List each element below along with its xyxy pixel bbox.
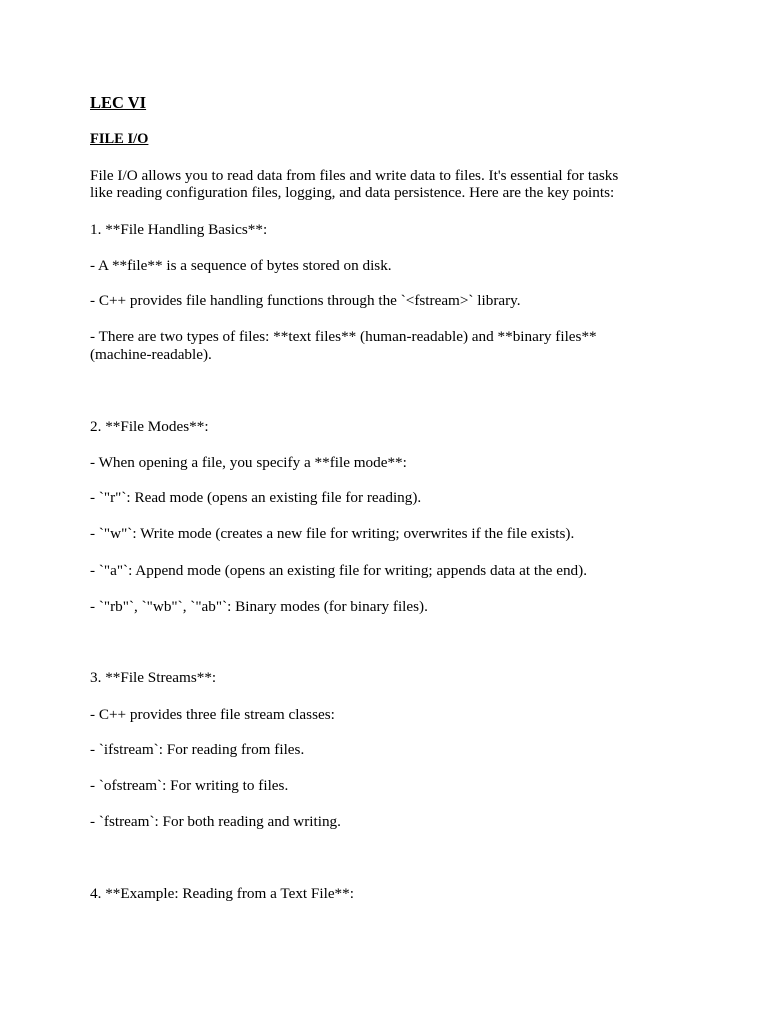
- section-2-bullet-4: - `"a"`: Append mode (opens an existing file for writing; appends data at the end).: [90, 562, 587, 579]
- intro-line-2: like reading configuration files, logging, and data persistence. Here are the key points:: [90, 184, 615, 201]
- section-2-bullet-2: - `"r"`: Read mode (opens an existing file for reading).: [90, 489, 422, 506]
- section-1-bullet-1: - A **file** is a sequence of bytes stored on disk.: [90, 257, 392, 274]
- section-3-bullet-1: - C++ provides three file stream classes:: [90, 706, 335, 723]
- section-1-bullet-3-line-2: (machine-readable).: [90, 346, 212, 363]
- section-3-heading: 3. **File Streams**:: [90, 669, 217, 686]
- section-1-bullet-3-line-1: - There are two types of files: **text files** (human-readable) and **binary files**: [90, 328, 597, 345]
- section-3-bullet-4: - `fstream`: For both reading and writing.: [90, 813, 341, 830]
- section-2-bullet-3: - `"w"`: Write mode (creates a new file for writing; overwrites if the file exists).: [90, 525, 575, 542]
- section-3-bullet-2: - `ifstream`: For reading from files.: [90, 741, 305, 758]
- document-title: LEC VI: [90, 93, 147, 112]
- document-subtitle: FILE I/O: [90, 131, 149, 147]
- section-1-bullet-2: - C++ provides file handling functions through the `<fstream>` library.: [90, 292, 521, 309]
- section-2-heading: 2. **File Modes**:: [90, 418, 209, 435]
- intro-line-1: File I/O allows you to read data from files and write data to files. It's essential for tasks: [90, 167, 619, 184]
- section-1-heading: 1. **File Handling Basics**:: [90, 221, 268, 238]
- section-2-bullet-5: - `"rb"`, `"wb"`, `"ab"`: Binary modes (for binary files).: [90, 598, 428, 615]
- section-3-bullet-3: - `ofstream`: For writing to files.: [90, 777, 289, 794]
- section-2-bullet-1: - When opening a file, you specify a **file mode**:: [90, 454, 407, 471]
- section-4-heading: 4. **Example: Reading from a Text File**:: [90, 885, 354, 902]
